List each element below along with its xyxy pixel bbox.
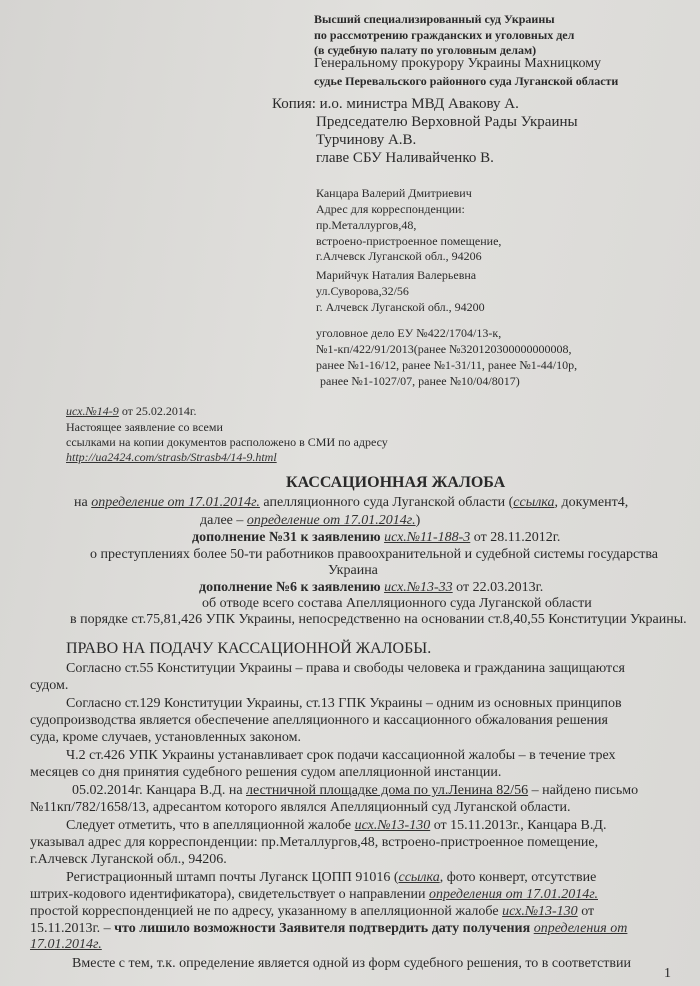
ruling-link[interactable]: определение от 17.01.2014г. <box>246 513 416 528</box>
paragraph-line: суда, кроме случаев, установленных законом. <box>30 730 302 745</box>
sender-address: г. Алчевск Луганской обл., 94200 <box>316 300 485 314</box>
copy-line: Председателю Верховной Рады Украины <box>316 114 578 130</box>
title-line: о преступлениях более 50-ти работников правоохранительной и судебной системы государства <box>90 547 658 562</box>
addressee-line: Генеральному прокурору Украины Махницкому <box>314 56 602 71</box>
paragraph-line: Согласно ст.55 Конституции Украины – права и свободы человека и гражданина защищаются <box>66 661 625 676</box>
reference-line: исх.№14-9 от 25.02.2014г. <box>66 404 197 418</box>
title-line: дополнение №6 к заявлению исх.№13-33 от 22.03.2013г. <box>199 580 544 595</box>
addressee-line: по рассмотрению гражданских и уголовных дел <box>314 28 575 42</box>
paragraph-line: судопроизводства является обеспечение апелляционного и кассационного обжалования решения <box>30 713 608 728</box>
paragraph-line: месяцев со дня принятия судебного решения судом апелляционной инстанции. <box>30 765 502 780</box>
copy-line: Турчинову А.В. <box>316 132 417 148</box>
paragraph-line: Регистрационный штамп почты Луганск ЦОПП 91016 (ссылка, фото конверт, отсутствие <box>66 870 597 885</box>
statement-link[interactable]: исх.№13-33 <box>384 580 453 595</box>
paragraph-line: штрих-кодового идентификатора), свидетельствует о направлении определения от 17.01.2014г. <box>30 887 598 902</box>
paragraph-line: Следует отметить, что в апелляционной жалобе исх.№13-130 от 15.11.2013г., Канцара В.Д. <box>66 818 607 833</box>
appeal-link[interactable]: исх.№13-130 <box>354 818 431 833</box>
ruling-link[interactable]: определение от 17.01.2014г. <box>91 495 260 510</box>
paragraph-line: судом. <box>30 678 69 693</box>
copy-line: Копия: и.о. министра МВД Авакову А. <box>272 96 519 112</box>
addressee-line: судье Перевальского районного суда Луганской области <box>314 74 619 88</box>
section-heading: ПРАВО НА ПОДАЧУ КАССАЦИОННОЙ ЖАЛОБЫ. <box>66 640 432 657</box>
paragraph-line: указывал адрес для корреспонденции: пр.Металлургов,48, встроено-пристроенное помещение, <box>30 835 599 850</box>
appeal-link[interactable]: исх.№13-130 <box>502 904 578 919</box>
sender-address: ул.Суворова,32/56 <box>316 284 409 298</box>
addressee-line: (в судебную палату по уголовным делам) <box>314 43 537 57</box>
case-number-line: №1-кп/422/91/2013(ранее №320120300000000008, <box>316 342 572 356</box>
reference-url-link[interactable]: http://ua2424.com/strasb/Strasb4/14-9.html <box>66 450 277 464</box>
title-line: Украина <box>328 563 378 578</box>
paragraph-line: простой корреспонденцией не по адресу, указанному в апелляционной жалобе исх.№13-130 от <box>30 904 595 919</box>
source-link[interactable]: ссылка <box>513 495 555 510</box>
case-number-line: ранее №1-16/12, ранее №1-31/11, ранее №1-44/10р, <box>316 358 578 372</box>
reference-line: ссылками на копии документов расположено в СМИ по адресу <box>66 435 388 449</box>
case-number-line: уголовное дело ЕУ №422/1704/13-к, <box>316 326 502 340</box>
address-underline: лестничной площадке дома по ул.Ленина 82/56 <box>246 783 529 798</box>
title-line: в порядке ст.75,81,426 УПК Украины, непосредственно на основании ст.8,40,55 Конституции Украины. <box>70 612 687 627</box>
document-title: КАССАЦИОННАЯ ЖАЛОБА <box>286 474 506 491</box>
paragraph-line: Согласно ст.129 Конституции Украины, ст.13 ГПК Украины – одним из основных принципов <box>66 696 622 711</box>
copy-line: главе СБУ Наливайченко В. <box>316 150 494 166</box>
paragraph-line: 05.02.2014г. Канцара В.Д. на лестничной площадке дома по ул.Ленина 82/56 – найдено письмо <box>72 783 639 798</box>
reference-line: Настоящее заявление со всеми <box>66 420 223 434</box>
page-number: 1 <box>664 966 671 981</box>
sender-name: Марийчук Наталия Валерьевна <box>316 268 477 282</box>
ruling-link[interactable]: 17.01.2014г. <box>30 937 102 952</box>
paragraph-line: 15.11.2013г. – что лишило возможности Заявителя подтвердить дату получения определения от <box>30 921 628 936</box>
paragraph-line: Вместе с тем, т.к. определение является одной из форм судебного решения, то в соответствии <box>72 956 632 971</box>
title-line: на определение от 17.01.2014г. апелляционного суда Луганской области (ссылка, документ4, <box>74 495 629 510</box>
title-line: далее – определение от 17.01.2014г.) <box>200 513 421 528</box>
paragraph-line: №11кп/782/1658/13, адресантом которого являлся Апелляционный суд Луганской области. <box>30 800 571 815</box>
paragraph-line: г.Алчевск Луганской обл., 94206. <box>30 852 227 867</box>
sender-address: пр.Металлургов,48, <box>316 218 417 232</box>
source-link[interactable]: ссылка <box>398 870 440 885</box>
paragraph-line: Ч.2 ст.426 УПК Украины устанавливает срок подачи кассационной жалобы – в течение трех <box>66 748 616 763</box>
case-number-line: ранее №1-1027/07, ранее №10/04/8017) <box>320 374 520 388</box>
statement-link[interactable]: исх.№11-188-3 <box>384 530 471 545</box>
ruling-link[interactable]: определения от 17.01.2014г. <box>429 887 598 902</box>
sender-address: г.Алчевск Луганской обл., 94206 <box>316 249 482 263</box>
title-line: дополнение №31 к заявлению исх.№11-188-3 от 28.11.2012г. <box>192 530 561 545</box>
title-line: об отводе всего состава Апелляционного суда Луганской области <box>202 596 592 611</box>
ruling-link[interactable]: определения от <box>533 921 628 936</box>
sender-address: встроено-пристроенное помещение, <box>316 234 502 248</box>
sender-name: Канцара Валерий Дмитриевич <box>316 186 472 200</box>
addressee-line: Высший специализированный суд Украины <box>314 12 555 26</box>
sender-address: Адрес для корреспонденции: <box>316 202 465 216</box>
reference-number-link[interactable]: исх.№14-9 <box>66 404 119 418</box>
